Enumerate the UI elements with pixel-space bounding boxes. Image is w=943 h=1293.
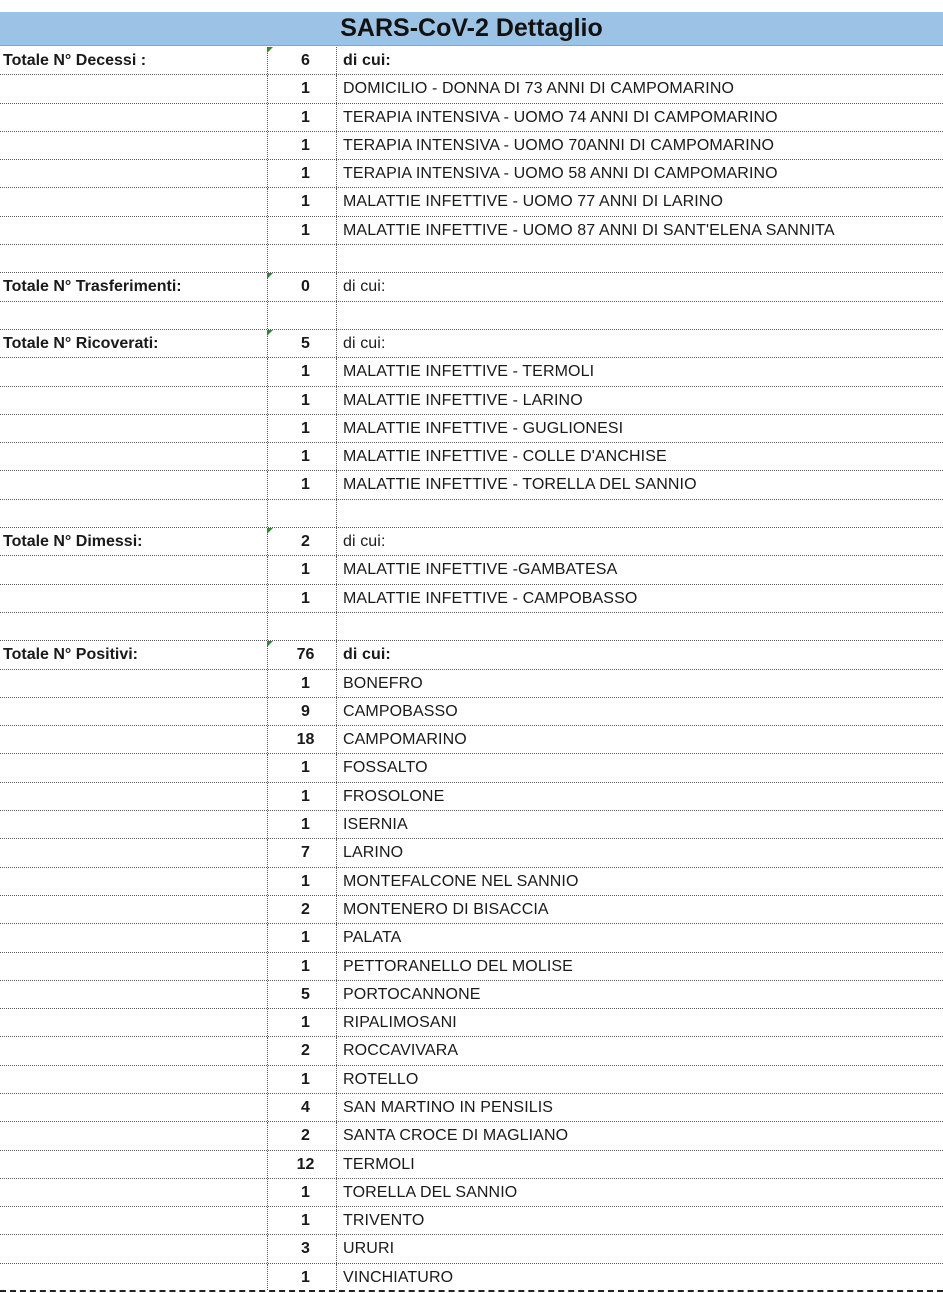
row-count: 1: [267, 783, 335, 810]
row-description: RIPALIMOSANI: [336, 1009, 943, 1036]
row-count: 1: [267, 1179, 335, 1206]
row-count: 1: [267, 670, 335, 697]
row-count: 1: [267, 188, 335, 215]
row-count: 76: [267, 641, 335, 668]
row-count: 6: [267, 47, 335, 74]
row-count: 2: [267, 1122, 335, 1149]
row-description: VINCHIATURO: [336, 1264, 943, 1290]
section-header-row: [0, 330, 943, 358]
row-count: 5: [267, 981, 335, 1008]
table-row: [0, 613, 943, 641]
cell-note-indicator-icon: [267, 330, 273, 336]
table-row: [0, 443, 943, 471]
row-label: [3, 896, 265, 923]
table-row: [0, 358, 943, 386]
row-description: LARINO: [336, 839, 943, 866]
row-count: 4: [267, 1094, 335, 1121]
row-description: CAMPOBASSO: [336, 698, 943, 725]
table-row: [0, 670, 943, 698]
row-count: 1: [267, 217, 335, 244]
row-label: [3, 783, 265, 810]
table-row: [0, 1066, 943, 1094]
row-description: MALATTIE INFETTIVE - COLLE D'ANCHISE: [336, 443, 943, 470]
row-description: di cui:: [336, 330, 943, 357]
row-label: [3, 585, 265, 612]
row-label: [3, 245, 265, 272]
row-label: [3, 670, 265, 697]
table-row: [0, 1122, 943, 1150]
table-row: [0, 1264, 943, 1292]
row-count: [267, 302, 335, 329]
row-label: [3, 811, 265, 838]
row-description: DOMICILIO - DONNA DI 73 ANNI DI CAMPOMARINO: [336, 75, 943, 102]
section-header-row: [0, 641, 943, 669]
row-label: [3, 1094, 265, 1121]
row-description: SANTA CROCE DI MAGLIANO: [336, 1122, 943, 1149]
row-count: 2: [267, 528, 335, 555]
table-row: [0, 868, 943, 896]
row-description: di cui:: [336, 528, 943, 555]
table-row: [0, 245, 943, 273]
row-label: [3, 415, 265, 442]
row-count: [267, 613, 335, 640]
row-count: 1: [267, 1207, 335, 1234]
row-description: PALATA: [336, 924, 943, 951]
row-description: MALATTIE INFETTIVE - TERMOLI: [336, 358, 943, 385]
table-row: [0, 556, 943, 584]
row-label: [3, 1264, 265, 1290]
row-count: 1: [267, 556, 335, 583]
row-description: PORTOCANNONE: [336, 981, 943, 1008]
table-row: [0, 726, 943, 754]
table-row: [0, 160, 943, 188]
cell-note-indicator-icon: [267, 641, 273, 647]
row-description: MALATTIE INFETTIVE - CAMPOBASSO: [336, 585, 943, 612]
row-description: TERAPIA INTENSIVA - UOMO 74 ANNI DI CAMPOMARINO: [336, 104, 943, 131]
row-count: 7: [267, 839, 335, 866]
cell-note-indicator-icon: [267, 47, 273, 53]
row-count: 1: [267, 811, 335, 838]
row-description: MALATTIE INFETTIVE - UOMO 77 ANNI DI LARINO: [336, 188, 943, 215]
row-label: [3, 217, 265, 244]
row-count: 1: [267, 585, 335, 612]
row-description: MALATTIE INFETTIVE - UOMO 87 ANNI DI SANT'ELENA SANNITA: [336, 217, 943, 244]
row-count: 9: [267, 698, 335, 725]
row-description: TERMOLI: [336, 1151, 943, 1178]
row-description: TERAPIA INTENSIVA - UOMO 70ANNI DI CAMPOMARINO: [336, 132, 943, 159]
row-label: [3, 981, 265, 1008]
row-count: 2: [267, 896, 335, 923]
row-label: [3, 613, 265, 640]
row-description: CAMPOMARINO: [336, 726, 943, 753]
row-count: 1: [267, 868, 335, 895]
row-description: TERAPIA INTENSIVA - UOMO 58 ANNI DI CAMPOMARINO: [336, 160, 943, 187]
table-row: [0, 1009, 943, 1037]
cell-note-indicator-icon: [267, 273, 273, 279]
row-count: 1: [267, 1264, 335, 1290]
row-count: 1: [267, 104, 335, 131]
table-row: [0, 953, 943, 981]
row-count: 1: [267, 443, 335, 470]
row-label: [3, 104, 265, 131]
row-description: FOSSALTO: [336, 754, 943, 781]
table-row: [0, 585, 943, 613]
table-row: [0, 839, 943, 867]
row-description: SAN MARTINO IN PENSILIS: [336, 1094, 943, 1121]
table-row: [0, 1094, 943, 1122]
row-count: [267, 245, 335, 272]
row-label: [3, 953, 265, 980]
row-count: 1: [267, 387, 335, 414]
table-row: [0, 188, 943, 216]
table-row: [0, 132, 943, 160]
row-count: 1: [267, 160, 335, 187]
row-description: [336, 613, 943, 640]
row-count: 0: [267, 273, 335, 300]
row-description: TRIVENTO: [336, 1207, 943, 1234]
row-count: 2: [267, 1037, 335, 1064]
row-count: 1: [267, 754, 335, 781]
row-description: URURI: [336, 1235, 943, 1262]
row-count: 1: [267, 953, 335, 980]
row-description: MALATTIE INFETTIVE - LARINO: [336, 387, 943, 414]
row-label: [3, 471, 265, 498]
row-description: TORELLA DEL SANNIO: [336, 1179, 943, 1206]
row-description: [336, 302, 943, 329]
row-count: 3: [267, 1235, 335, 1262]
cell-note-indicator-icon: [267, 528, 273, 534]
row-label: [3, 1151, 265, 1178]
row-label: [3, 556, 265, 583]
row-description: ISERNIA: [336, 811, 943, 838]
row-description: FROSOLONE: [336, 783, 943, 810]
row-count: 1: [267, 1009, 335, 1036]
row-label: Totale N° Dimessi:: [3, 533, 143, 551]
row-label: Totale N° Positivi:: [3, 646, 139, 664]
table-row: [0, 387, 943, 415]
row-description: MONTEFALCONE NEL SANNIO: [336, 868, 943, 895]
row-description: ROTELLO: [336, 1066, 943, 1093]
row-description: BONEFRO: [336, 670, 943, 697]
table-row: [0, 104, 943, 132]
row-count: 1: [267, 132, 335, 159]
row-description: MALATTIE INFETTIVE -GAMBATESA: [336, 556, 943, 583]
row-label: [3, 868, 265, 895]
row-label: [3, 188, 265, 215]
table-row: [0, 1179, 943, 1207]
row-count: 18: [267, 726, 335, 753]
row-description: PETTORANELLO DEL MOLISE: [336, 953, 943, 980]
row-label: [3, 1009, 265, 1036]
row-description: di cui:: [336, 641, 943, 668]
row-description: [336, 500, 943, 527]
row-label: [3, 387, 265, 414]
section-header-row: [0, 528, 943, 556]
section-header-row: [0, 273, 943, 301]
row-label: [3, 302, 265, 329]
row-label: [3, 75, 265, 102]
row-label: [3, 500, 265, 527]
row-label: Totale N° Trasferimenti:: [3, 278, 182, 296]
row-description: MALATTIE INFETTIVE - GUGLIONESI: [336, 415, 943, 442]
section-header-row: [0, 47, 943, 75]
row-count: 5: [267, 330, 335, 357]
table-row: [0, 1037, 943, 1065]
row-label: [3, 754, 265, 781]
row-label: [3, 1235, 265, 1262]
row-label: Totale N° Ricoverati:: [3, 334, 159, 352]
data-table: [0, 47, 943, 1292]
table-row: [0, 217, 943, 245]
row-label: [3, 1037, 265, 1064]
row-label: [3, 358, 265, 385]
row-label: [3, 698, 265, 725]
table-row: [0, 783, 943, 811]
table-row: [0, 1235, 943, 1263]
table-row: [0, 415, 943, 443]
table-row: [0, 698, 943, 726]
row-label: [3, 726, 265, 753]
table-row: [0, 754, 943, 782]
row-label: [3, 1122, 265, 1149]
row-description: di cui:: [336, 273, 943, 300]
row-label: Totale N° Decessi :: [3, 52, 147, 69]
sheet-title: SARS-CoV-2 Dettaglio: [0, 12, 943, 46]
row-label: [3, 1207, 265, 1234]
row-label: [3, 443, 265, 470]
table-row: [0, 471, 943, 499]
row-label: [3, 1179, 265, 1206]
row-count: 1: [267, 415, 335, 442]
row-count: 12: [267, 1151, 335, 1178]
table-row: [0, 981, 943, 1009]
row-count: 1: [267, 471, 335, 498]
row-label: [3, 160, 265, 187]
table-row: [0, 500, 943, 528]
row-description: MONTENERO DI BISACCIA: [336, 896, 943, 923]
table-row: [0, 811, 943, 839]
row-count: 1: [267, 358, 335, 385]
row-description: [336, 245, 943, 272]
row-count: 1: [267, 75, 335, 102]
row-label: [3, 839, 265, 866]
row-label: [3, 1066, 265, 1093]
table-row: [0, 1207, 943, 1235]
table-row: [0, 75, 943, 103]
row-description: ROCCAVIVARA: [336, 1037, 943, 1064]
row-count: 1: [267, 1066, 335, 1093]
table-row: [0, 302, 943, 330]
table-row: [0, 924, 943, 952]
row-count: [267, 500, 335, 527]
row-label: [3, 924, 265, 951]
row-description: MALATTIE INFETTIVE - TORELLA DEL SANNIO: [336, 471, 943, 498]
row-description: di cui:: [336, 47, 943, 74]
row-count: 1: [267, 924, 335, 951]
row-label: [3, 132, 265, 159]
table-row: [0, 1151, 943, 1179]
table-row: [0, 896, 943, 924]
